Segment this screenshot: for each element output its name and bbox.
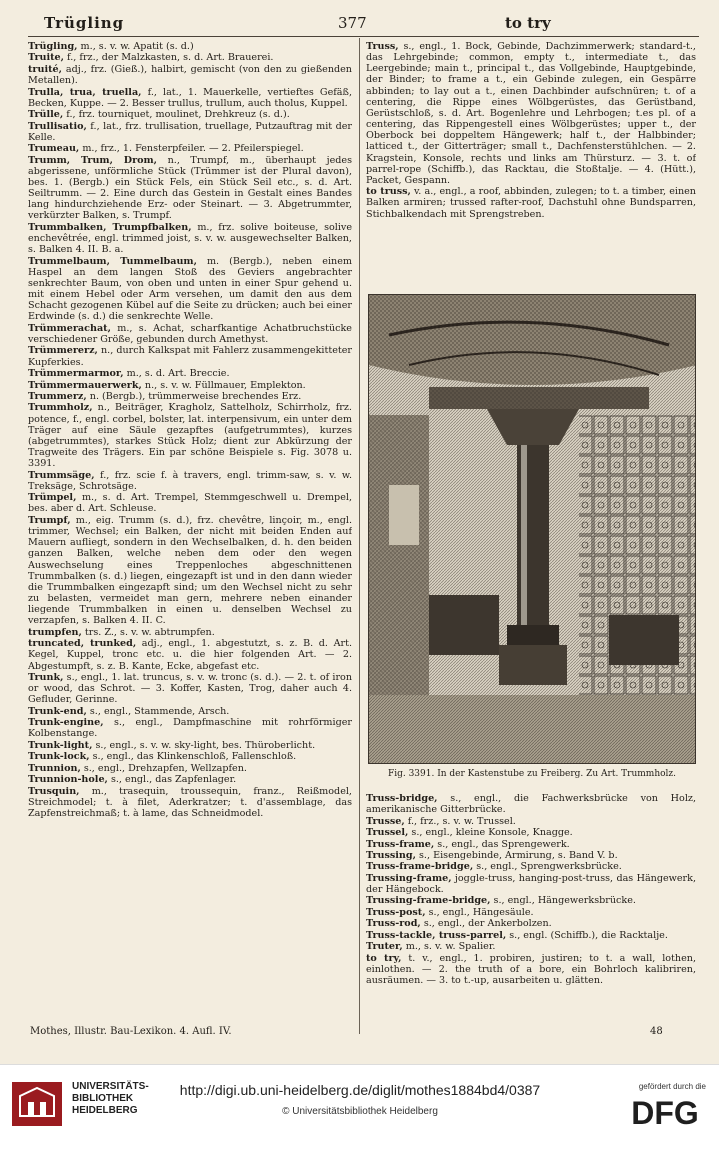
entry-headword: Trümmermauerwerk, (28, 379, 142, 391)
entry-headword: Trusse, (366, 815, 405, 827)
dictionary-entry (28, 515, 352, 627)
entry-headword: Trunk-end, (28, 705, 87, 717)
dictionary-entry (28, 380, 352, 391)
entry-headword: to try, (366, 952, 402, 964)
copyright-notice: © Universitätsbibliothek Heidelberg (282, 1106, 438, 1117)
column-divider (359, 38, 360, 1034)
entry-definition: f., lat., 1. Mauerkelle, vertieftes Gefäß, Becken, Kuppe. — 2. Besser trullus, trullum, auch tholus, Kuppel. (28, 86, 352, 109)
entry-definition: t. v., engl., 1. probiren, justiren; to t. a wall, lothen, einlothen. — 2. the truth of a bore, ein Bohrloch kalibriren, ausräumen. — 3. to t.-up, ausarbeiten u. glätten. (366, 952, 696, 987)
entry-headword: Trunnion, (28, 762, 81, 774)
entry-definition: m., trasequin, troussequin, franz., Reißmodel, Streichmodel; t. à filet, Aderkratzer; t. d'assemblage, das Zapfenstreichmaß; t. à lame, das Schneidmodel. (28, 785, 352, 819)
entry-headword: Trumeau, (28, 143, 80, 155)
entry-headword: Trummsäge, (28, 469, 95, 481)
entry-definition: s., engl., das Klinkenschloß, Fallenschloß. (89, 751, 297, 763)
entry-headword: Trumpf, (28, 514, 71, 526)
dictionary-entry (366, 930, 696, 941)
entry-headword: Truss-bridge, (366, 793, 438, 804)
page-number: 377 (338, 14, 367, 32)
entry-headword: Trunk-light, (28, 739, 93, 751)
entry-definition: f., frz., s. v. w. Trussel. (404, 815, 516, 827)
entry-headword: truité, (28, 63, 62, 75)
dictionary-entry (366, 41, 696, 186)
dictionary-entry (28, 492, 352, 514)
dictionary-entry (28, 222, 352, 255)
entry-definition: m., s. Achat, scharfkantige Achatbruchstücke verschiedener Größe, gebunden durch Amethyst. (28, 322, 352, 346)
dictionary-entry (366, 918, 696, 929)
library-name (72, 1081, 167, 1117)
dictionary-entry (366, 850, 696, 861)
entry-definition: n., Trumpf, m., überhaupt jedes abgerissene, unförmliche Stück (Trümmer ist der Plural davon), bes. 1. (Bergb.) ein Stück Fels, ein Stück Seil etc., s. d. Art. Seiltrumm. — 2. Eine durch das Gestein in Gestalt eines Bandes lang hindurchziehende Erz- oder Steinart. — 3. Abgetrummter, verkürzter Balken, s. Trumpf. (28, 154, 352, 222)
entry-headword: Trümmererz, (28, 345, 98, 357)
dictionary-entry (28, 391, 352, 402)
signature-mark: 48 (650, 1026, 663, 1037)
entry-definition: n., s. v. w. Füllmauer, Emplekton. (141, 379, 306, 391)
entry-definition: m., eig. Trumm (s. d.), frz. chevêtre, linçoir, m., engl. trimmer, Wechsel; ein Balken, der nicht mit beiden Enden auf Mauern aufliegt, sondern in den Wechselbalken, d. h. den beiden ganzen Balken, welche neben dem oder den wegen Auswechselung eines Treppenloches abgeschnittenen Trummbalken (s. d.) liegen, eingezapft ist und in den dann wieder die Trummbalken eingezapft sind; um den Wechsel nicht zu sehr zu belasten, vermeidet man gern, mehrere neben einander liegende Trummbalken in einen u. denselben Wechsel zu verzapfen, s. Balken 4. II. C. (28, 514, 352, 627)
entry-headword: Trümpel, (28, 492, 77, 504)
dictionary-entry (366, 827, 696, 838)
dictionary-entry (366, 895, 696, 906)
dictionary-entry (28, 402, 352, 469)
entry-headword: Trussing, (366, 849, 416, 861)
entry-headword: to truss, (366, 186, 411, 198)
dictionary-entry (366, 793, 696, 815)
entry-headword: Trummbalken, Trumpfbalken, (28, 221, 192, 233)
entry-headword: Truss-frame, (366, 838, 435, 850)
entry-headword: Trunnion-hole, (28, 774, 108, 786)
entry-definition: s., engl., Stammende, Arsch. (86, 705, 230, 717)
entry-definition: m., s. v. w. Apatit (s. d.) (77, 41, 194, 52)
library-name-line-1: UNIVERSITÄTS- (72, 1081, 149, 1092)
permalink-url[interactable]: http://digi.ub.uni-heidelberg.de/diglit/mothes1884bd4/0387 (179, 1082, 541, 1098)
entry-definition: s., engl. (Schiffb.), die Racktalje. (506, 929, 668, 941)
entry-headword: Truss-post, (366, 906, 426, 918)
dictionary-entry (28, 121, 352, 143)
entry-headword: Trussel, (366, 827, 409, 839)
entry-headword: Trunk, (28, 671, 64, 683)
entry-headword: Trunk-lock, (28, 751, 90, 763)
entry-headword: Trusquin, (28, 785, 80, 797)
dictionary-entry (366, 907, 696, 918)
dfg-logo-text: DFG (631, 1095, 699, 1130)
left-column (28, 41, 352, 1028)
entry-definition: n. (Bergb.), trümmerweise brechendes Erz. (86, 391, 302, 402)
funder-label: gefördert durch die (638, 1082, 706, 1091)
entry-definition: s., engl., s. v. w. sky-light, bes. Thüroberlicht. (92, 739, 316, 751)
entry-definition: s., engl., 1. lat. truncus, s. v. w. tronc (s. d.). — 2. t. of iron or wood, das Schrot. — 3. Koffer, Kasten, Trog, daher auch 4. Gefluder, Gerinne. (28, 671, 352, 706)
university-seal-icon (12, 1082, 62, 1126)
entry-headword: Trülle, (28, 109, 64, 121)
dictionary-entry (28, 109, 352, 120)
dictionary-entry (28, 64, 352, 86)
dfg-logo (623, 1094, 707, 1130)
entry-definition: s., engl., Sprengwerksbrücke. (473, 861, 622, 873)
entry-headword: truncated, trunked, (28, 638, 137, 650)
dictionary-entry (366, 953, 696, 986)
entry-definition: joggle-truss, hanging-post-truss, das Hängewerk, der Hängebock. (366, 872, 696, 896)
entry-headword: Truss-tackle, truss-parrel, (366, 929, 507, 941)
entry-definition: s., engl., kleine Konsole, Knagge. (408, 827, 573, 839)
entry-headword: Truter, (366, 941, 403, 953)
dictionary-entry (28, 368, 352, 379)
entry-headword: Trummerz, (28, 391, 87, 402)
engraving-figure (368, 294, 696, 764)
dictionary-entry (366, 941, 696, 952)
dictionary-entry (28, 672, 352, 705)
entry-definition: m., s. v. w. Spalier. (402, 941, 496, 953)
entry-definition: m., s. d. Art. Breccie. (123, 368, 230, 380)
entry-headword: Trullisatio, (28, 120, 87, 132)
entry-definition: trs. Z., s. v. w. abtrumpfen. (81, 626, 215, 638)
entry-headword: Trumm, Trum, Drom, (28, 154, 158, 166)
entry-definition: m. (Bergb.), neben einem Haspel an dem langen Stoß des Geviers angebrachter senkrechter Baum, von oben und unten in einer Spur gehend u. mit einem Hebel oder Arm versehen, um damit den aus dem Schacht gezogenen Kübel auf die Seite zu drücken; auch bei einer Erdwinde (s. d.) die senkrechte Welle. (28, 255, 352, 323)
right-column-top (366, 41, 696, 288)
header-rule (28, 36, 699, 37)
running-head-left: Trügling (44, 14, 125, 32)
entry-headword: Trümmerachat, (28, 322, 111, 334)
dictionary-entry (28, 638, 352, 671)
entry-definition: f., lat., frz. trullisation, truellage, Putzauftrag mit der Kelle. (28, 120, 352, 143)
running-head-right: to try (505, 14, 551, 32)
dictionary-entry (28, 470, 352, 492)
entry-headword: Truite, (28, 52, 64, 64)
entry-headword: Truss-frame-bridge, (366, 861, 474, 873)
library-name-line-3: HEIDELBERG (72, 1105, 138, 1116)
dictionary-entry (366, 186, 696, 219)
dictionary-entry (28, 345, 352, 367)
entry-definition: s., engl., der Ankerbolzen. (420, 918, 552, 930)
figure-caption: Fig. 3391. In der Kastenstube zu Freiberg. Zu Art. Trummholz. (387, 769, 677, 779)
entry-definition: s., Eisengebinde, Armirung, s. Band V. b. (415, 849, 618, 861)
dictionary-entry (28, 763, 352, 774)
entry-definition: f., frz. scie f. à travers, engl. trimm-saw, s. v. w. Treksäge, Schrotsäge. (28, 469, 352, 492)
entry-headword: Trummelbaum, Tummelbaum, (28, 255, 197, 267)
dictionary-entry (28, 155, 352, 222)
entry-definition: f., frz., der Malzkasten, s. d. Art. Brauerei. (64, 52, 274, 64)
dictionary-entry (28, 717, 352, 739)
entry-definition: n., durch Kalkspat mit Fahlerz zusammengekitteter Kupferkies. (28, 345, 352, 368)
entry-definition: s., engl., die Fachwerksbrücke von Holz, amerikanische Gitterbrücke. (366, 793, 696, 816)
dictionary-entry (366, 861, 696, 872)
library-name-line-2: BIBLIOTHEK (72, 1093, 134, 1104)
entry-headword: Trulla, trua, truella, (28, 86, 142, 98)
dictionary-entry (28, 41, 352, 52)
entry-definition: f., frz. tourniquet, moulinet, Drehkreuz (s. d.). (63, 109, 290, 121)
dictionary-entry (366, 816, 696, 827)
entry-definition: v. a., engl., a roof, abbinden, zulegen; to t. a timber, einen Balken armiren; trussed rafter-roof, Dachstuhl ohne Bundsparren, Stichbalkendach mit Sprengstreben. (366, 186, 696, 220)
dictionary-entry (28, 87, 352, 109)
entry-headword: Trummholz, (28, 402, 93, 414)
dictionary-entry (28, 706, 352, 717)
entry-definition: s., engl., Hängesäule. (425, 906, 534, 918)
entry-definition: s., engl., das Sprengewerk. (434, 838, 570, 850)
kastenstube-illustration (369, 295, 696, 764)
entry-headword: Trügling, (28, 41, 78, 52)
entry-definition: adj., engl., 1. abgestutzt, s. z. B. d. Art. Kegel, Kuppel, tronc etc. u. die hier folgenden Art. — 2. Abgestumpft, s. z. B. Kante, Ecke, abgefast etc. (28, 638, 352, 672)
entry-headword: Trunk-engine, (28, 717, 104, 729)
entry-headword: Trussing-frame-bridge, (366, 895, 491, 907)
entry-definition: n., Beiträger, Kragholz, Sattelholz, Schirrholz, frz. potence, f., engl. corbel, bolster, lat. interpensivum, ein unter dem Träger auf eine Säule gezapftes (aufgetrummtes), kurzes (abgetrummtes), starkes Stück Holz; dient zur Abkürzung der Tragweite des Trägers. Ein par schöne Beispiele s. Fig. 3078 u. 3391. (28, 402, 352, 470)
entry-definition: s., engl., Drehzapfen, Wellzapfen. (80, 762, 247, 774)
entry-definition: s., engl., das Zapfenlager. (107, 774, 237, 786)
dictionary-entry (366, 839, 696, 850)
entry-headword: Truss-rod, (366, 918, 421, 930)
dictionary-entry (28, 323, 352, 345)
dictionary-entry (28, 740, 352, 751)
dictionary-entry (28, 774, 352, 785)
dictionary-entry (28, 751, 352, 762)
dictionary-entry (28, 256, 352, 323)
page-footer-source: Mothes, Illustr. Bau-Lexikon. 4. Aufl. IV. (30, 1026, 232, 1037)
dictionary-entry (366, 873, 696, 895)
dictionary-entry (28, 786, 352, 819)
entry-definition: m., frz. solive boiteuse, solive enchevêtrée, engl. trimmed joist, s. v. w. ausgewechselter Balken, s. Balken 4. II. B. a. (28, 221, 352, 256)
dictionary-entry (28, 143, 352, 154)
entry-definition: m., s. d. Art. Trempel, Stemmgeschwell u. Drempel, bes. aber d. Art. Schleuse. (28, 492, 352, 515)
entry-definition: adj., frz. (Gieß.), halbirt, gemischt (von den zu gießenden Metallen). (28, 63, 352, 87)
entry-headword: trumpfen, (28, 626, 82, 638)
entry-headword: Trümmermarmor, (28, 368, 124, 380)
entry-headword: Truss, (366, 41, 399, 52)
dictionary-entry (28, 52, 352, 63)
entry-definition: s., engl., Hängewerksbrücke. (490, 895, 636, 907)
right-column-bottom (366, 793, 696, 1029)
dictionary-entry (28, 627, 352, 638)
entry-definition: m., frz., 1. Fensterpfeiler. — 2. Pfeilerspiegel. (79, 143, 304, 155)
entry-definition: s., engl., 1. Bock, Gebinde, Dachzimmerwerk; standard-t., das Lehrgebinde; common, empty t., intermediate t., das Leergebinde; main t., principal t., das Vollgebinde, Hauptgebinde, der Binder; to frame a t., ein Gebinde zulegen, ein Gespärre abbinden; to lay out a t., einen Dachbinder aufschnüren; t. of a centering, die Rippe eines Wölbgerüstes, das Gerüstband, Gerüstschloß, s. d. Art. Bogenlehre und Lehrbogen; t.es pl. of a centering, das Rippengestell eines Wölbgerüstes; upper t., der Oberbock bei doppeltem Hängewerk; half t., der Halbbinder; latticed t., der Gitterträger; small t., Dachfensterstühlchen. — 2. Kragstein, Konsole, rechts und links am Thürsturz. — 3. t. of parrel-rope (Schiffb.), das Racktau, die Stoßtalje. — 4. (Hütt.), Packet, Gespann. (366, 41, 696, 186)
entry-headword: Trussing-frame, (366, 872, 452, 884)
entry-definition: s., engl., Dampfmaschine mit rohrförmiger Kolbenstange. (28, 717, 352, 740)
